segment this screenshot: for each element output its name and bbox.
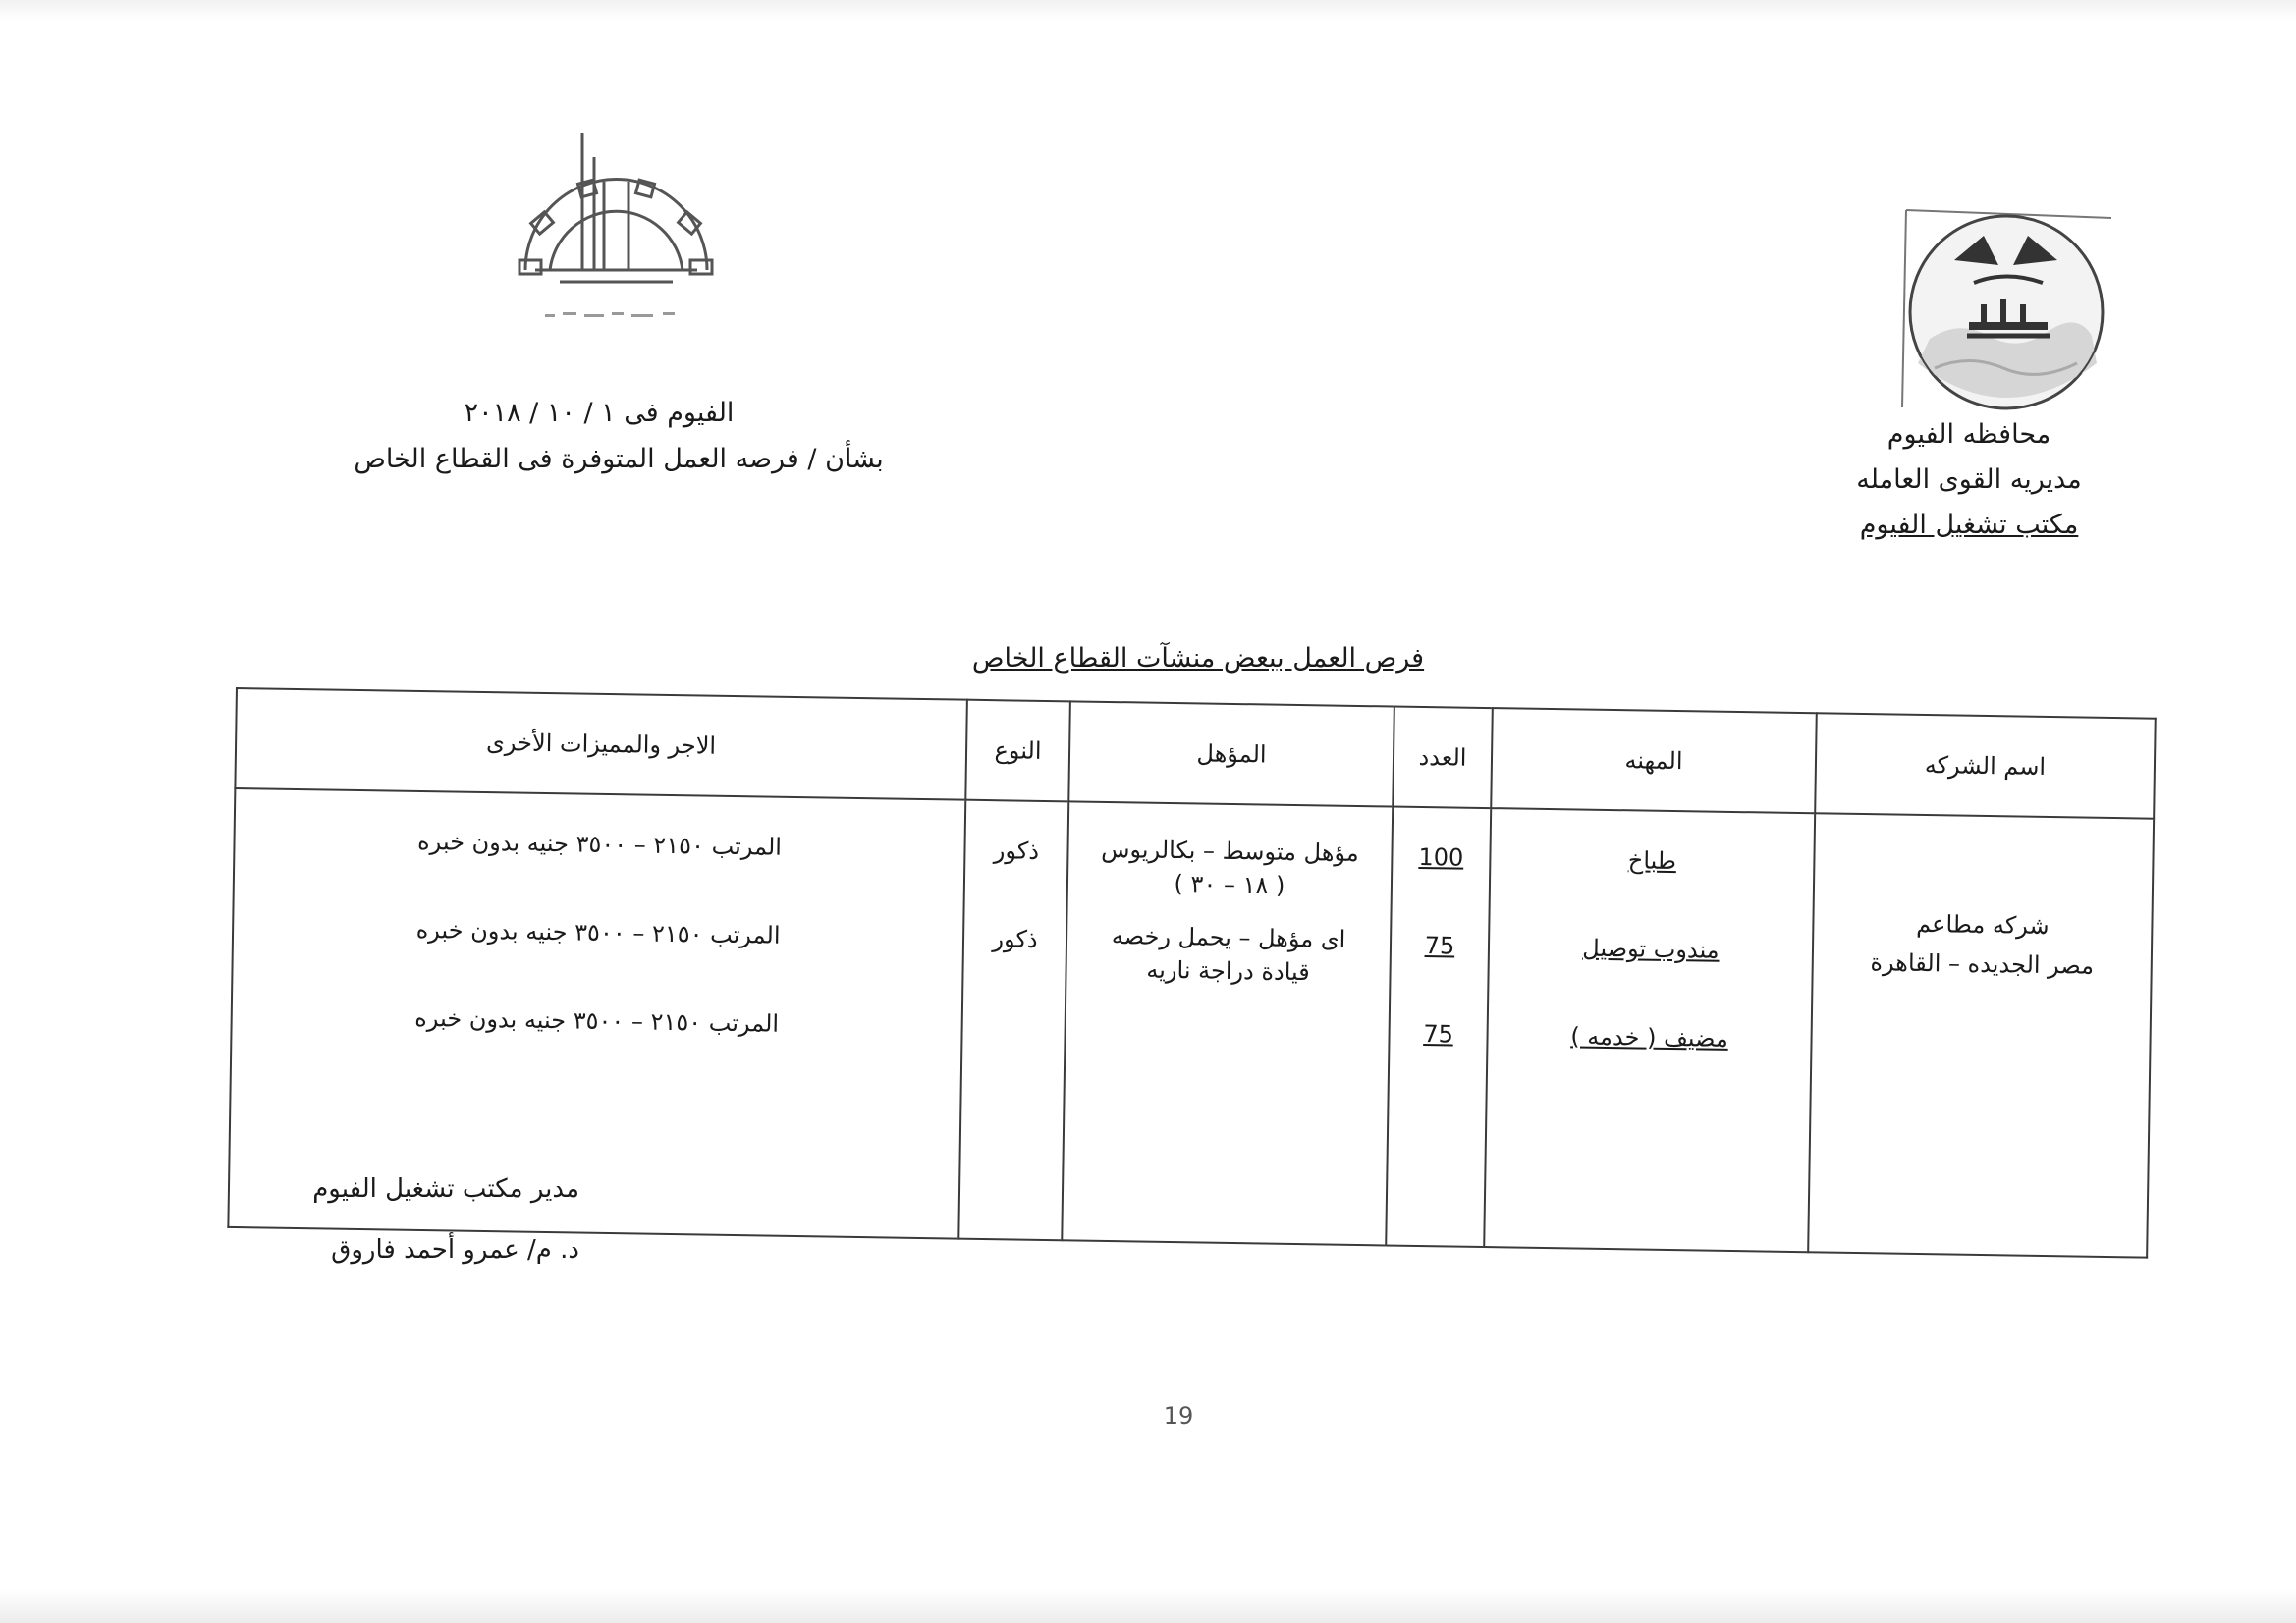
cell-company [1808, 813, 2154, 1257]
dateline: الفيوم فى ١ / ١٠ / ٢٠١٨ [464, 398, 735, 428]
job-count: 100 [1418, 842, 1464, 872]
job-title: مندوب توصيل [1582, 934, 1720, 964]
governorate-seal-icon [1900, 206, 2112, 412]
job-title: مضيف ( خدمه ) [1570, 1022, 1729, 1053]
governorate-name: محافظه الفيوم [1886, 419, 2051, 450]
cell-qualifications [1062, 801, 1393, 1245]
table-title: فرص العمل ببعض منشآت القطاع الخاص [971, 643, 1425, 674]
header-qualification: المؤهل [1068, 701, 1394, 806]
qualification-line: ( ١٨ – ٣٠ ) [1174, 870, 1285, 899]
qualification-line: مؤهل متوسط – بكالريوس [1101, 835, 1359, 867]
gender-value: ذكور [992, 925, 1038, 953]
qualification-block [1076, 918, 1380, 990]
header-company: اسم الشركه [1815, 713, 2156, 818]
header-job: المهنه [1491, 708, 1817, 813]
signature-block [285, 1159, 579, 1280]
header-gender: النوع [965, 700, 1070, 802]
pay-line: المرتب ٢١٥٠ – ٣٥٠٠ جنيه بدون خبره [416, 827, 783, 861]
page-number: 19 [1163, 1402, 1194, 1430]
scan-edge-bottom [0, 1589, 2296, 1623]
gender-value: ذكور [993, 837, 1040, 865]
header-count: العدد [1393, 707, 1493, 809]
cell-genders [958, 800, 1068, 1241]
company-line: شركه مطاعم [1915, 909, 2050, 941]
cell-counts [1386, 807, 1491, 1248]
ministry-gear-logo-icon [506, 123, 727, 344]
pay-line: المرتب ٢١٥٠ – ٣٥٠٠ جنيه بدون خبره [415, 915, 781, 949]
scan-edge-top [0, 0, 2296, 22]
job-count: 75 [1424, 932, 1455, 960]
company-line: مصر الجديده – القاهرة [1870, 948, 2095, 980]
directorate-name: مديريه القوى العامله [1856, 464, 2082, 495]
signature-name: د. م/ عمرو أحمد فاروق [331, 1235, 579, 1265]
qualification-block [1078, 833, 1382, 904]
pay-line: المرتب ٢١٥٠ – ٣٥٠٠ جنيه بدون خبره [414, 1003, 780, 1038]
office-name: مكتب تشغيل الفيوم [1859, 510, 2079, 540]
header-pay: الاجر والمميزات الأخرى [235, 688, 967, 800]
subject-line: بشأن / فرصه العمل المتوفرة فى القطاع الخاص [354, 444, 884, 474]
cell-jobs [1484, 808, 1815, 1252]
qualification-line: اى مؤهل – يحمل رخصه [1111, 922, 1346, 953]
qualification-line: قيادة دراجة ناريه [1146, 955, 1310, 987]
issuer-block [1827, 412, 2111, 548]
signature-title: مدير مكتب تشغيل الفيوم [312, 1174, 579, 1204]
job-count: 75 [1423, 1020, 1454, 1049]
job-title: طباخ [1627, 846, 1677, 876]
